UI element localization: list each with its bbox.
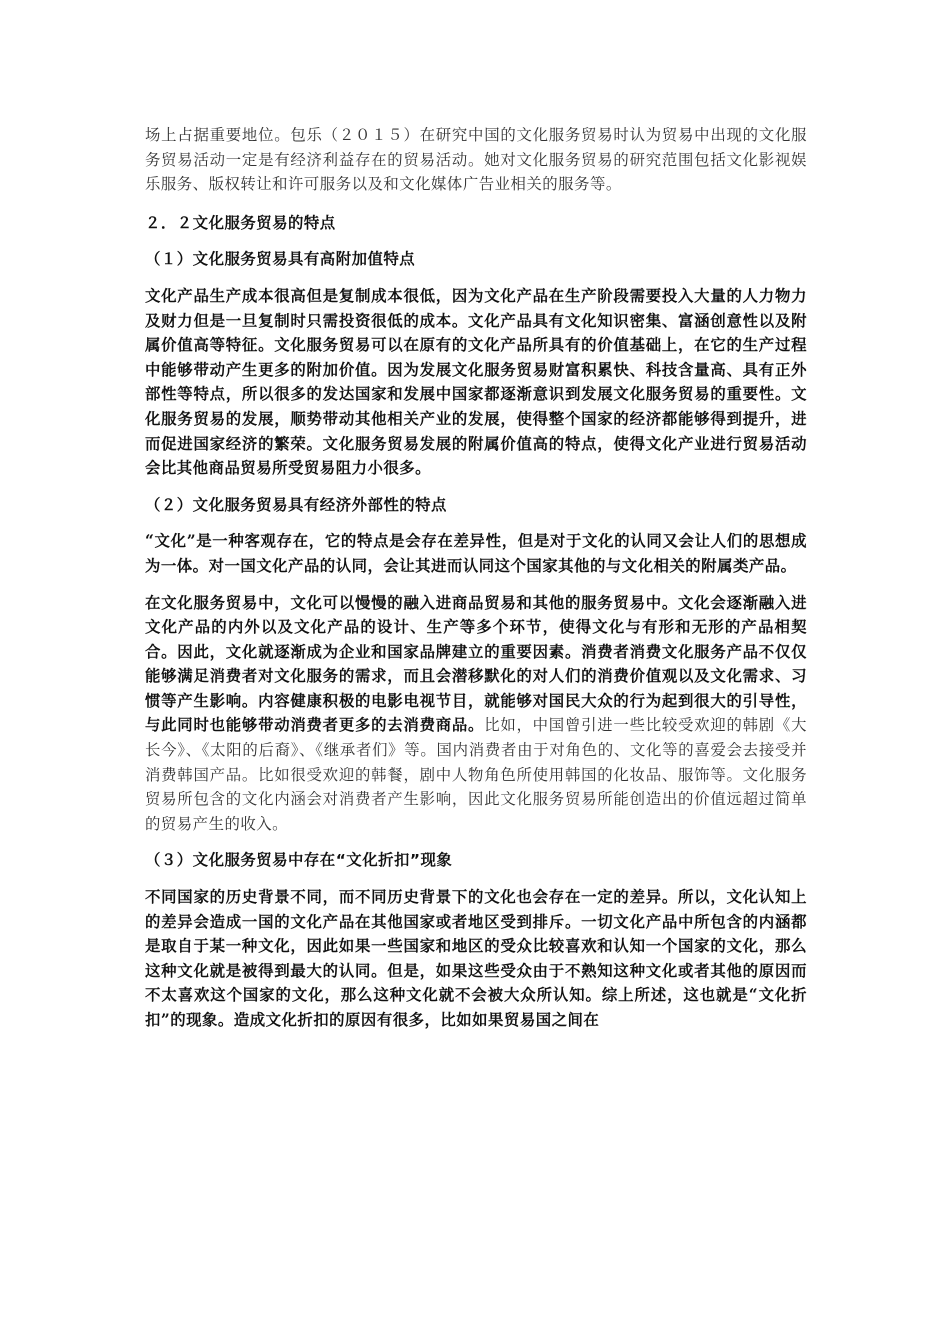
- subsection-heading-2: （２）文化服务贸易具有经济外部性的特点: [145, 495, 447, 514]
- subsection-heading-3: （３）文化服务贸易中存在“文化折扣”现象: [145, 851, 453, 870]
- paragraph-3-part-a: 在文化服务贸易中，文化可以慢慢的融入进商品贸易和其他的服务贸易中。文化会逐渐融入进文化产品的内外以及文化产品的设计、生产等多个环节，使得文化与有形和无形的产品相契合。因此，文化就逐渐成为企业和国家品牌建立的重要因素。消费者消费文化服务产品不仅仅能够满足消费者对文化服务的需求，而且会潜移默化的对人们的消费价值观以及文化需求、习惯等产生影响。内容健康积极的电影电视节目，就能够对国民大众的行为起到很大的引导性，与此同时也能够带动消费者更多的去消费商品。: [145, 593, 807, 735]
- paragraph-1: 文化产品生产成本很高但是复制成本很低，因为文化产品在生产阶段需要投入大量的人力物力及财力但是一旦复制时只需投资很低的成本。文化产品具有文化知识密集、富涵创意性以及附属价值高等特征。文化服务贸易可以在原有的文化产品所具有的价值基础上，在它的生产过程中能够带动产生更多的附加价值。因为发展文化服务贸易财富积累快、科技含量高、具有正外部性等特点，所以很多的发达国家和发展中国家都逐渐意识到发展文化服务贸易的重要性。文化服务贸易的发展，顺势带动其他相关产业的发展，使得整个国家的经济都能够得到提升，进而促进国家经济的繁荣。文化服务贸易发展的附属价值高的特点，使得文化产业进行贸易活动会比其他商品贸易所受贸易阻力小很多。: [145, 286, 807, 478]
- subsection-heading-1: （１）文化服务贸易具有高附加值特点: [145, 250, 416, 269]
- paragraph-3: [145, 591, 807, 837]
- paragraph-intro: 场上占据重要地位。包乐（２０１５）在研究中国的文化服务贸易时认为贸易中出现的文化服务贸易活动一定是有经济利益存在的贸易活动。她对文化服务贸易的研究范围包括文化影视娱乐服务、版权转让和许可服务以及和文化媒体广告业相关的服务等。: [145, 126, 807, 194]
- paragraph-4: 不同国家的历史背景不同，而不同历史背景下的文化也会存在一定的差异。所以，文化认知上的差异会造成一国的文化产品在其他国家或者地区受到排斥。一切文化产品中所包含的内涵都是取自于某一种文化，因此如果一些国家和地区的受众比较喜欢和认知一个国家的文化，那么这种文化就是被得到最大的认同。但是，如果这些受众由于不熟知这种文化或者其他的原因而不太喜欢这个国家的文化，那么这种文化就不会被大众所认知。综上所述，这也就是“文化折扣”的现象。造成文化折扣的原因有很多，比如如果贸易国之间在: [145, 888, 807, 1029]
- paragraph-2: “文化”是一种客观存在，它的特点是会存在差异性，但是对于文化的认同又会让人们的思想成为一体。对一国文化产品的认同，会让其进而认同这个国家其他的与文化相关的附属类产品。: [145, 532, 807, 575]
- section-heading: ２．２文化服务贸易的特点: [145, 213, 336, 232]
- document-page: [145, 123, 807, 1033]
- paragraph-3-part-b: 比如，中国曾引进一些比较受欢迎的韩剧《大长今》、《太阳的后裔》、《继承者们》等。国内消费者由于对角色的、文化等的喜爱会去接受并消费韩国产品。比如很受欢迎的韩餐，剧中人物角色所使用韩国的化妆品、服饰等。文化服务贸易所包含的文化内涵会对消费者产生影响，因此文化服务贸易所能创造出的价值远超过简单的贸易产生的收入。: [145, 716, 807, 833]
